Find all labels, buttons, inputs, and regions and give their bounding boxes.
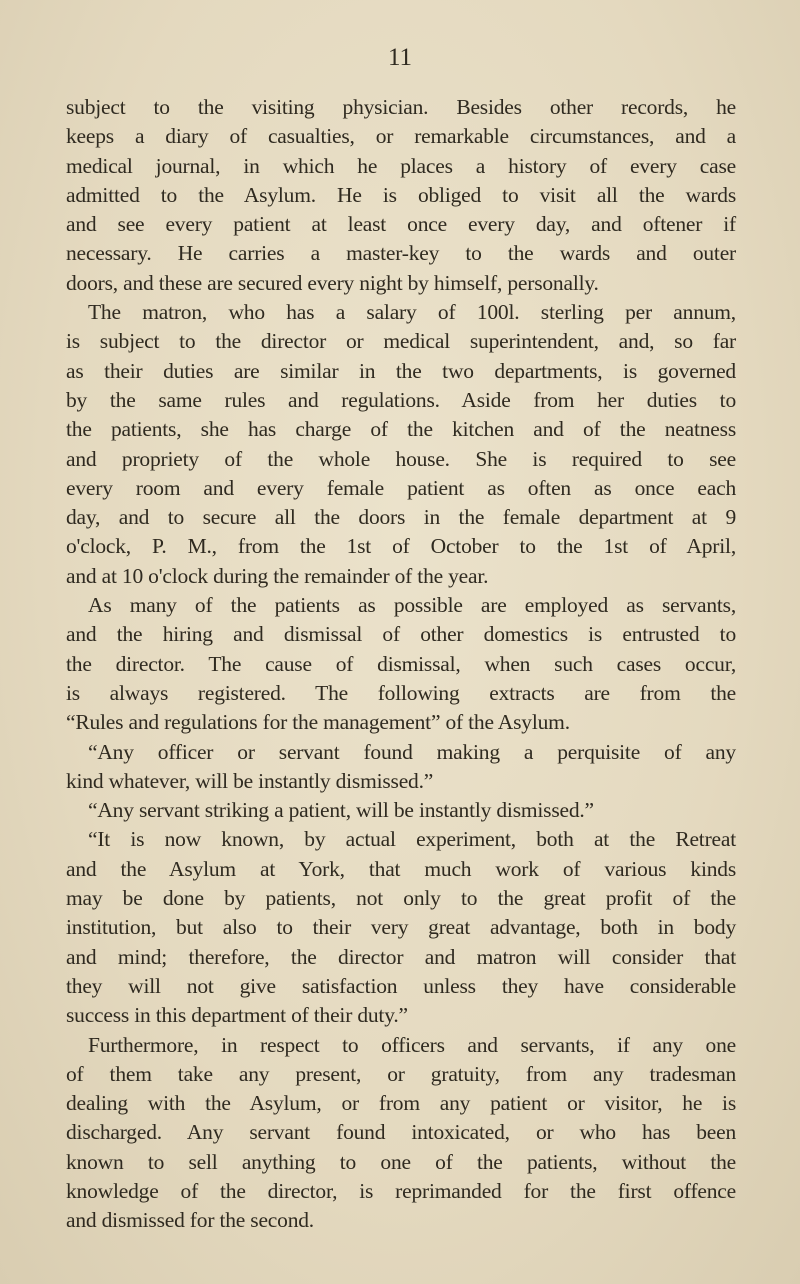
text-line: necessary. He carries a master-key to the wards and outer (66, 241, 736, 266)
text-line: knowledge of the director, is reprimanded for the first offence (66, 1178, 736, 1203)
text-line: as their duties are similar in the two departments, is governed (66, 358, 736, 383)
text-line: and dismissed for the second. (66, 1208, 314, 1233)
text-line: and the Asylum at York, that much work of various kinds (66, 856, 736, 881)
text-line: “Rules and regulations for the management” of the Asylum. (66, 710, 570, 735)
text-line: Furthermore, in respect to officers and servants, if any one (88, 1032, 736, 1057)
paragraph (66, 591, 736, 737)
text-line: the patients, she has charge of the kitchen and of the neatness (66, 417, 736, 442)
text-line: admitted to the Asylum. He is obliged to visit all the wards (66, 182, 736, 207)
text-line: and mind; therefore, the director and matron will consider that (66, 944, 736, 969)
text-line: “It is now known, by actual experiment, both at the Retreat (88, 827, 736, 852)
paragraph (66, 796, 736, 825)
text-line: “Any servant striking a patient, will be instantly dismissed.” (88, 798, 594, 823)
text-line: dealing with the Asylum, or from any patient or visitor, he is (66, 1091, 736, 1116)
text-line: o'clock, P. M., from the 1st of October to the 1st of April, (66, 534, 736, 559)
text-line: subject to the visiting physician. Besides other records, he (66, 95, 736, 119)
text-line: they will not give satisfaction unless they have considerable (66, 973, 736, 998)
paragraph (66, 298, 736, 591)
body-text (66, 93, 736, 1236)
text-line: and propriety of the whole house. She is required to see (66, 446, 736, 471)
text-line: day, and to secure all the doors in the female department at 9 (66, 505, 736, 530)
text-line: is always registered. The following extracts are from the (66, 680, 736, 705)
text-line: The matron, who has a salary of 100l. sterling per annum, (88, 300, 736, 325)
text-line: every room and every female patient as often as once each (66, 475, 736, 500)
text-line: As many of the patients as possible are employed as servants, (88, 593, 736, 618)
paragraph (66, 1031, 736, 1236)
paragraph (66, 738, 736, 797)
text-line: known to sell anything to one of the patients, without the (66, 1149, 736, 1174)
text-line: may be done by patients, not only to the great profit of the (66, 886, 736, 911)
text-line: is subject to the director or medical superintendent, and, so far (66, 329, 736, 354)
paragraph (66, 825, 736, 1030)
text-line: discharged. Any servant found intoxicated, or who has been (66, 1120, 736, 1145)
text-line: “Any officer or servant found making a perquisite of any (88, 739, 736, 764)
text-line: success in this department of their duty.” (66, 1003, 408, 1028)
text-line: keeps a diary of casualties, or remarkable circumstances, and a (66, 124, 736, 149)
paragraph (66, 93, 736, 298)
text-line: the director. The cause of dismissal, when such cases occur, (66, 651, 736, 676)
text-line: institution, but also to their very great advantage, both in body (66, 915, 736, 940)
text-line: and at 10 o'clock during the remainder of the year. (66, 563, 489, 588)
text-line: by the same rules and regulations. Aside from her duties to (66, 387, 736, 412)
page-number: 11 (387, 44, 413, 71)
text-line: medical journal, in which he places a history of every case (66, 153, 736, 178)
text-line: doors, and these are secured every night by himself, personally. (66, 270, 599, 295)
text-line: and see every patient at least once every day, and oftener if (66, 212, 736, 237)
text-line: of them take any present, or gratuity, from any tradesman (66, 1061, 736, 1086)
text-line: kind whatever, will be instantly dismissed.” (66, 768, 434, 793)
text-line: and the hiring and dismissal of other domestics is entrusted to (66, 622, 736, 647)
